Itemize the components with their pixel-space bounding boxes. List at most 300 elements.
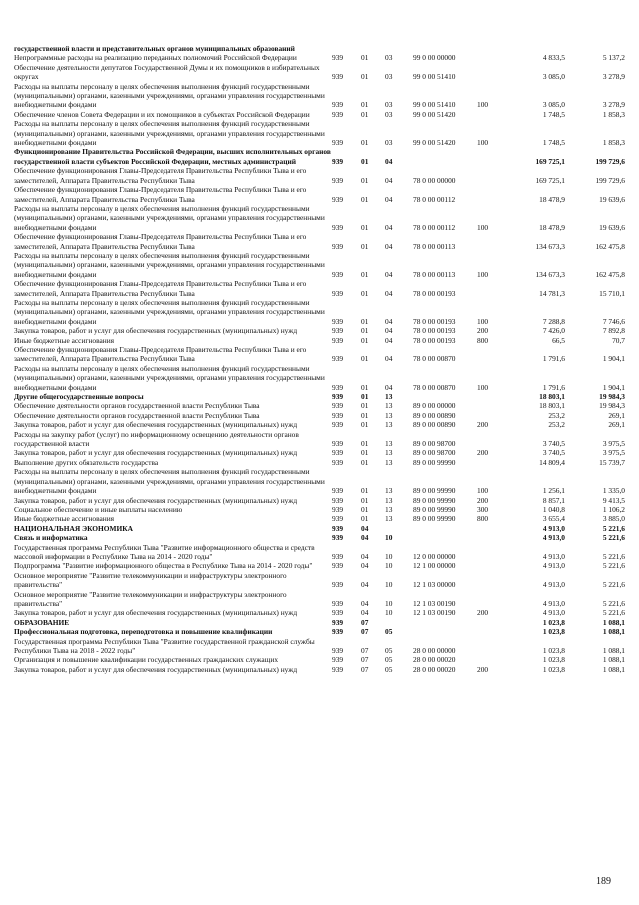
row-name: Расходы на выплаты персоналу в целях обеспечения выполнения функций государственными (муниципальными) органами, казенными учреждениями, органами управления государственными внебюджетными фондами (14, 119, 325, 148)
row-rz (361, 44, 385, 53)
row-vr (477, 401, 505, 410)
row-amount-y1: 4 833,5 (542, 53, 565, 63)
row-name: государственной власти и представительных органов муниципальных образований (14, 44, 295, 53)
row-rz: 01 (361, 100, 369, 110)
row-vr (477, 147, 505, 166)
row-amount-y1: 18 478,9 (539, 222, 565, 232)
row-name: Профессиональная подготовка, переподготовка и повышение квалификации (14, 627, 273, 637)
row-amount-y2: 269,1 (608, 420, 625, 430)
row-vr (477, 53, 505, 62)
row-amount-y2: 199 729,6 (595, 156, 625, 166)
row-amount-y2: 1 088,1 (602, 664, 625, 674)
row-ved: 939 (332, 627, 344, 637)
row-csr: 99 0 00 51420 (413, 109, 456, 119)
table-row (14, 279, 625, 298)
row-vr (477, 345, 505, 364)
row-ved: 939 (332, 241, 344, 251)
row-rz: 01 (361, 316, 369, 326)
row-amount-y1: 18 803,1 (539, 401, 565, 411)
row-csr: 78 0 00 00870 (413, 382, 456, 392)
row-amount-y1: 3 740,5 (542, 448, 565, 458)
row-rz: 01 (361, 222, 369, 232)
row-rz: 04 (361, 533, 369, 543)
row-rz: 01 (361, 457, 369, 467)
row-csr (413, 147, 477, 166)
row-rz: 01 (361, 495, 369, 505)
table-row (14, 401, 625, 410)
row-amount-y2: 162 475,8 (595, 241, 625, 251)
row-ved: 939 (332, 457, 344, 467)
table-row (14, 44, 625, 53)
row-pr: 04 (385, 175, 393, 185)
row-amount-y1: 14 781,3 (539, 288, 565, 298)
row-rz: 01 (361, 269, 369, 279)
row-csr: 89 0 00 00890 (413, 420, 456, 430)
row-amount-y2: 5 221,6 (602, 533, 625, 543)
row-vr: 200 (477, 608, 489, 618)
row-vr (477, 655, 505, 664)
row-csr: 89 0 00 98700 (413, 448, 456, 458)
row-vr: 100 (477, 382, 489, 392)
row-name: Обеспечение деятельности органов государственной власти Республики Тыва (14, 401, 260, 411)
row-ved: 939 (332, 495, 344, 505)
row-rz: 01 (361, 72, 369, 82)
row-pr: 05 (385, 664, 393, 674)
row-csr: 89 0 00 99990 (413, 495, 456, 505)
table-row (14, 364, 625, 392)
row-amount-y2: 5 221,6 (602, 551, 625, 561)
row-vr (477, 524, 505, 533)
row-pr: 03 (385, 53, 393, 63)
table-row (14, 665, 625, 674)
row-amount-y1: 3 655,4 (542, 514, 565, 524)
row-csr: 89 0 00 99990 (413, 457, 456, 467)
row-vr: 100 (477, 100, 489, 110)
row-amount-y1: 134 673,3 (535, 241, 565, 251)
row-amount-y1: 1 748,5 (542, 138, 565, 148)
table-row (14, 458, 625, 467)
row-name: НАЦИОНАЛЬНАЯ ЭКОНОМИКА (14, 523, 133, 533)
row-amount-y2: 3 975,5 (602, 448, 625, 458)
row-amount-y1: 4 913,0 (542, 551, 565, 561)
row-csr: 12 1 03 00190 (413, 598, 456, 608)
row-name: Связь и информатика (14, 533, 88, 543)
row-rz: 07 (361, 617, 369, 627)
row-rz: 01 (361, 156, 369, 166)
row-rz: 01 (361, 109, 369, 119)
row-pr: 04 (385, 326, 393, 336)
row-pr: 13 (385, 514, 393, 524)
table-row (14, 420, 625, 429)
row-rz: 01 (361, 410, 369, 420)
row-name: Обеспечение функционирования Главы-Председателя Правительства Республики Тыва и его заместителей, Аппарата Правительства Республики Тыва (14, 232, 307, 251)
row-name: Обеспечение функционирования Главы-Председателя Правительства Республики Тыва и его заместителей, Аппарата Правительства Республики Тыва (14, 185, 307, 204)
row-amount-y2: 19 639,6 (599, 222, 625, 232)
row-ved: 939 (332, 269, 344, 279)
row-pr: 13 (385, 392, 393, 402)
row-amount-y1: 253,2 (548, 410, 565, 420)
row-ved: 939 (332, 109, 344, 119)
row-csr: 89 0 00 99990 (413, 504, 456, 514)
row-vr (477, 543, 505, 562)
row-ved: 939 (332, 504, 344, 514)
row-ved: 939 (332, 138, 344, 148)
table-row (14, 561, 625, 570)
row-amount-y1: 8 857,1 (542, 495, 565, 505)
table-row (14, 185, 625, 204)
row-amount-y1: 7 426,0 (542, 326, 565, 336)
row-rz: 01 (361, 241, 369, 251)
row-name: Закупка товаров, работ и услуг для обеспечения государственных (муниципальных) нужд (14, 326, 298, 336)
row-amount-y1: 4 913,0 (542, 561, 565, 571)
row-ved: 939 (332, 222, 344, 232)
row-name: Социальное обеспечение и иные выплаты населению (14, 504, 183, 514)
row-csr: 99 0 00 51420 (413, 138, 456, 148)
row-ved: 939 (332, 72, 344, 82)
row-amount-y1: 1 256,1 (542, 486, 565, 496)
row-name: Государственная программа Республики Тыва "Развитие государственной гражданской службы Республики Тыва на 2018 - 2022 годы" (14, 636, 315, 655)
row-csr (413, 627, 477, 636)
row-amount-y1: 1 023,8 (542, 627, 565, 637)
row-amount-y1: 1 040,8 (542, 504, 565, 514)
row-ved: 939 (332, 288, 344, 298)
row-name: Расходы на выплаты персоналу в целях обеспечения выполнения функций государственными (муниципальными) органами, казенными учреждениями, органами управления государственными внебюджетными фондами (14, 250, 325, 279)
table-row (14, 336, 625, 345)
row-ved: 939 (332, 382, 344, 392)
row-amount-y2: 5 221,6 (602, 580, 625, 590)
row-vr: 800 (477, 335, 489, 345)
row-pr: 13 (385, 457, 393, 467)
row-amount-y2: 3 885,0 (602, 514, 625, 524)
row-amount-y1: 4 913,0 (542, 608, 565, 618)
table-row (14, 430, 625, 449)
row-amount-y1 (505, 44, 565, 53)
row-amount-y2: 1 088,1 (602, 646, 625, 655)
row-amount-y1: 3 085,0 (542, 100, 565, 110)
table-body (14, 44, 625, 674)
table-row (14, 166, 625, 185)
row-vr (477, 411, 505, 420)
row-ved: 939 (332, 617, 344, 627)
row-amount-y2: 7 746,6 (602, 316, 625, 326)
row-vr (477, 392, 505, 401)
row-vr (477, 458, 505, 467)
row-vr (477, 533, 505, 542)
row-amount-y2 (565, 44, 625, 53)
row-pr: 10 (385, 533, 393, 543)
row-name: Закупка товаров, работ и услуг для обеспечения государственных (муниципальных) нужд (14, 495, 298, 505)
row-name: Подпрограмма "Развитие информационного общества в Республике Тыва на 2014 - 2020 годы" (14, 561, 313, 571)
row-amount-y2: 162 475,8 (595, 269, 625, 279)
row-pr: 04 (385, 194, 393, 204)
row-amount-y2: 9 413,5 (602, 495, 625, 505)
table-row (14, 655, 625, 664)
row-pr: 13 (385, 486, 393, 496)
row-rz: 04 (361, 608, 369, 618)
row-amount-y2: 1 858,3 (602, 109, 625, 119)
row-rz: 01 (361, 335, 369, 345)
row-rz: 01 (361, 486, 369, 496)
row-ved (332, 44, 361, 53)
row-ved: 939 (332, 523, 344, 533)
row-csr (413, 392, 477, 401)
row-amount-y1: 4 913,0 (542, 533, 565, 543)
row-ved: 939 (332, 53, 344, 63)
row-amount-y1: 1 023,8 (542, 646, 565, 655)
row-vr (477, 627, 505, 636)
row-name: Закупка товаров, работ и услуг для обеспечения государственных (муниципальных) нужд (14, 608, 298, 618)
row-name: Функционирование Правительства Российской Федерации, высших исполнительных органов государственной власти субъектов Российской Федерации, местных администраций (14, 147, 331, 166)
row-amount-y2: 5 221,6 (602, 561, 625, 571)
row-csr: 89 0 00 99990 (413, 514, 456, 524)
row-csr: 89 0 00 00890 (413, 410, 456, 420)
row-pr: 10 (385, 598, 393, 608)
row-name: Иные бюджетные ассигнования (14, 514, 115, 524)
row-csr: 28 0 00 00020 (413, 655, 456, 665)
row-vr: 100 (477, 138, 489, 148)
table-row (14, 467, 625, 495)
row-amount-y2: 70,7 (612, 335, 625, 345)
row-amount-y1: 4 913,0 (542, 598, 565, 608)
row-amount-y1: 134 673,3 (535, 269, 565, 279)
row-rz: 01 (361, 448, 369, 458)
row-amount-y2: 15 710,1 (599, 288, 625, 298)
table-row (14, 119, 625, 147)
row-amount-y1: 1 023,8 (542, 664, 565, 674)
row-csr: 28 0 00 00020 (413, 664, 456, 674)
row-amount-y2: 19 639,6 (599, 194, 625, 204)
row-rz: 01 (361, 382, 369, 392)
row-vr (477, 110, 505, 119)
table-row (14, 505, 625, 514)
row-amount-y2: 1 904,1 (602, 382, 625, 392)
row-vr: 200 (477, 664, 489, 674)
row-name: Обеспечение функционирования Главы-Председателя Правительства Республики Тыва и его заместителей, Аппарата Правительства Республики Тыва (14, 345, 307, 364)
row-vr (477, 590, 505, 609)
row-vr (477, 618, 505, 627)
row-csr: 89 0 00 00000 (413, 401, 456, 411)
row-rz: 01 (361, 514, 369, 524)
row-pr: 13 (385, 448, 393, 458)
row-ved: 939 (332, 551, 344, 561)
row-rz: 01 (361, 326, 369, 336)
row-rz: 01 (361, 439, 369, 449)
table-row (14, 345, 625, 364)
row-pr (385, 524, 413, 533)
row-name: Основное мероприятие "Развитие телекоммуникации и инфраструктуры электронного правительства" (14, 570, 287, 590)
row-name: Другие общегосударственные вопросы (14, 392, 144, 402)
row-rz: 07 (361, 655, 369, 665)
row-vr (477, 44, 505, 53)
row-pr (385, 618, 413, 627)
row-name: ОБРАЗОВАНИЕ (14, 617, 70, 627)
row-amount-y2: 5 137,2 (602, 53, 625, 63)
row-amount-y1: 14 809,4 (539, 457, 565, 467)
table-row (14, 448, 625, 457)
row-name: Обеспечение деятельности органов государственной власти Республики Тыва (14, 410, 260, 420)
row-name: Закупка товаров, работ и услуг для обеспечения государственных (муниципальных) нужд (14, 448, 298, 458)
row-csr: 28 0 00 00000 (413, 646, 456, 655)
row-vr (477, 571, 505, 590)
row-name: Обеспечение функционирования Главы-Председателя Правительства Республики Тыва и его заместителей, Аппарата Правительства Республики Тыва (14, 166, 307, 185)
row-rz: 07 (361, 664, 369, 674)
table-row (14, 571, 625, 590)
row-rz: 01 (361, 401, 369, 411)
row-rz: 01 (361, 175, 369, 185)
row-amount-y1: 3 085,0 (542, 72, 565, 82)
row-ved: 939 (332, 598, 344, 608)
row-ved: 939 (332, 316, 344, 326)
row-amount-y1: 18 803,1 (539, 392, 565, 402)
table-row (14, 411, 625, 420)
row-amount-y2: 3 278,9 (602, 100, 625, 110)
row-ved: 939 (332, 561, 344, 571)
row-name: Выполнение других обязательств государства (14, 457, 159, 467)
row-ved: 939 (332, 410, 344, 420)
row-rz: 04 (361, 561, 369, 571)
row-rz: 07 (361, 646, 369, 655)
row-pr: 13 (385, 420, 393, 430)
row-vr (477, 166, 505, 185)
row-amount-y2: 5 221,6 (602, 598, 625, 608)
row-ved: 939 (332, 533, 344, 543)
table-row (14, 147, 625, 166)
table-row (14, 543, 625, 562)
row-vr: 100 (477, 222, 489, 232)
row-amount-y2: 19 984,3 (599, 392, 625, 402)
row-pr: 03 (385, 109, 393, 119)
row-amount-y2: 1 088,1 (602, 627, 625, 637)
row-ved: 939 (332, 175, 344, 185)
row-amount-y2: 15 739,7 (599, 457, 625, 467)
row-ved: 939 (332, 194, 344, 204)
row-pr: 10 (385, 608, 393, 618)
row-rz: 04 (361, 551, 369, 561)
row-ved: 939 (332, 655, 344, 665)
budget-table (14, 44, 625, 674)
row-vr: 100 (477, 316, 489, 326)
row-ved: 939 (332, 156, 344, 166)
row-vr (477, 63, 505, 82)
row-amount-y1: 253,2 (548, 420, 565, 430)
row-amount-y1: 4 913,0 (542, 580, 565, 590)
table-row (14, 298, 625, 326)
row-name: Обеспечение деятельности депутатов Государственной Думы и их помощников в избирательных округах (14, 62, 320, 82)
table-row (14, 618, 625, 627)
row-name: Закупка товаров, работ и услуг для обеспечения государственных (муниципальных) нужд (14, 664, 298, 674)
row-csr: 12 1 00 00000 (413, 561, 456, 571)
row-pr: 04 (385, 288, 393, 298)
row-ved: 939 (332, 514, 344, 524)
row-name: Расходы на выплаты персоналу в целях обеспечения выполнения функций государственными (муниципальными) органами, казенными учреждениями, органами управления государственными внебюджетными фондами (14, 203, 325, 232)
table-row (14, 110, 625, 119)
row-amount-y2: 1 858,3 (602, 138, 625, 148)
row-vr: 800 (477, 514, 489, 524)
row-csr: 78 0 00 00113 (413, 269, 456, 279)
row-name: Государственная программа Республики Тыва "Развитие информационного общества и средств массовой информации в Республике Тыва на 2014 - 2020 годы" (14, 542, 315, 561)
table-row (14, 232, 625, 251)
table-row (14, 627, 625, 636)
row-name: Расходы на выплаты персоналу в целях обеспечения выполнения функций государственными (муниципальными) органами, казенными учреждениями, органами управления государственными внебюджетными фондами (14, 363, 325, 392)
table-row (14, 533, 625, 542)
table-row (14, 204, 625, 232)
row-vr (477, 637, 505, 656)
row-rz: 01 (361, 392, 369, 402)
table-row (14, 392, 625, 401)
row-amount-y1: 4 913,0 (542, 523, 565, 533)
row-name: Основное мероприятие "Развитие телекоммуникации и инфраструктуры электронного правительства" (14, 589, 287, 608)
row-ved: 939 (332, 580, 344, 590)
row-amount-y2: 1 335,0 (602, 486, 625, 496)
row-ved: 939 (332, 401, 344, 411)
row-csr (413, 533, 477, 542)
row-ved: 939 (332, 326, 344, 336)
row-amount-y1: 169 725,1 (535, 156, 565, 166)
row-name: Иные бюджетные ассигнования (14, 335, 115, 345)
row-pr: 04 (385, 156, 393, 166)
row-csr: 78 0 00 00193 (413, 326, 456, 336)
row-csr: 99 0 00 51410 (413, 72, 456, 82)
row-name: Обеспечение функционирования Главы-Председателя Правительства Республики Тыва и его заместителей, Аппарата Правительства Республики Тыва (14, 279, 307, 298)
table-row (14, 82, 625, 110)
row-rz: 01 (361, 194, 369, 204)
row-csr (413, 524, 477, 533)
row-vr: 200 (477, 326, 489, 336)
row-amount-y1: 7 288,8 (542, 316, 565, 326)
row-pr: 13 (385, 439, 393, 449)
row-ved: 939 (332, 664, 344, 674)
row-amount-y2: 5 221,6 (602, 523, 625, 533)
table-row (14, 53, 625, 62)
row-ved: 939 (332, 420, 344, 430)
row-pr: 05 (385, 646, 393, 655)
row-pr: 04 (385, 335, 393, 345)
row-amount-y1: 18 478,9 (539, 194, 565, 204)
row-pr: 04 (385, 382, 393, 392)
row-pr: 10 (385, 551, 393, 561)
row-csr: 89 0 00 98700 (413, 439, 456, 449)
table-row (14, 514, 625, 523)
row-vr: 200 (477, 448, 489, 458)
page-number: 189 (596, 876, 611, 887)
row-csr: 78 0 00 00113 (413, 241, 456, 251)
row-csr: 78 0 00 00112 (413, 194, 456, 204)
row-vr (477, 185, 505, 204)
row-csr: 12 0 00 00000 (413, 551, 456, 561)
row-amount-y1: 1 791,6 (542, 382, 565, 392)
table-row (14, 326, 625, 335)
row-pr: 04 (385, 222, 393, 232)
row-amount-y2: 3 975,5 (602, 439, 625, 449)
row-rz: 01 (361, 504, 369, 514)
row-ved: 939 (332, 608, 344, 618)
row-vr: 100 (477, 269, 489, 279)
row-pr: 05 (385, 655, 393, 665)
row-csr: 78 0 00 00193 (413, 335, 456, 345)
row-pr: 05 (385, 627, 393, 637)
row-name: Организация и повышение квалификации государственных гражданских служащих (14, 655, 279, 665)
row-csr: 12 1 03 00190 (413, 608, 456, 618)
row-ved: 939 (332, 486, 344, 496)
row-ved: 939 (332, 646, 344, 655)
row-pr: 13 (385, 401, 393, 411)
row-rz: 04 (361, 598, 369, 608)
row-csr: 78 0 00 00193 (413, 288, 456, 298)
row-pr: 10 (385, 580, 393, 590)
row-vr: 300 (477, 504, 489, 514)
row-pr: 03 (385, 100, 393, 110)
row-amount-y1: 1 023,8 (542, 655, 565, 665)
